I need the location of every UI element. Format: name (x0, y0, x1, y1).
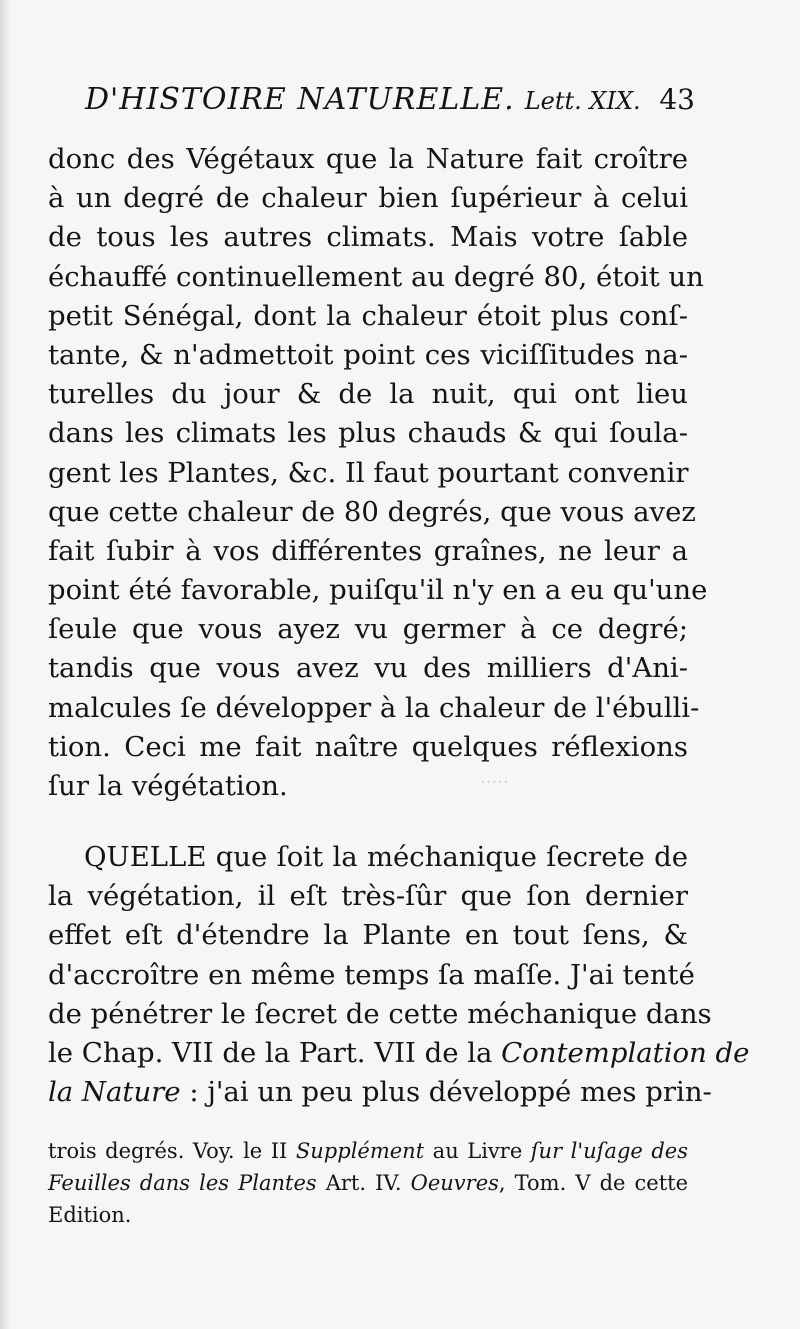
book-title: Contemplation de (501, 1036, 750, 1069)
text-line: donc des Végétaux que la Nature fait croître (48, 143, 688, 175)
paragraph-1 (48, 140, 708, 806)
footnote-line (48, 1167, 688, 1199)
text-line: tante, & n'admettoit point ces viciſſitudes na- (48, 338, 688, 371)
footnote-line: Edition. (48, 1203, 132, 1227)
text-line: d'accroître en même temps ſa maſſe. J'ai tenté (48, 958, 695, 991)
page-number: 43 (659, 83, 695, 116)
text-line: malcules ſe développer à la chaleur de l'ébulli- (48, 691, 700, 724)
text-span: : j'ai un peu plus développé mes prin- (189, 1076, 712, 1109)
text-line: que cette chaleur de 80 degrés, que vous avez (48, 495, 696, 528)
text-span: Art. IV. (316, 1171, 411, 1195)
text-line: gent les Plantes, &c. Il faut pourtant convenir (48, 456, 689, 489)
paragraph-2 (48, 838, 750, 1112)
text-line: ſeule que vous ayez vu germer à ce degré; (48, 613, 688, 646)
text-line: fait ſubir à vos différentes graînes, ne leur a (48, 534, 688, 567)
text-line: dans les climats les plus chauds & qui ſoula- (48, 417, 688, 450)
italic-span: Oeuvres (410, 1171, 499, 1195)
letter-reference: Lett. XIX. (524, 87, 641, 115)
text-line: petit Sénégal, dont la chaleur étoit plus conſ- (48, 299, 688, 332)
running-title: D'HISTOIRE NATURELLE. (85, 82, 515, 117)
text-line: échauffé continuellement au degré 80, étoit un (48, 260, 704, 293)
paragraph-opening-word: QUELLE (84, 841, 207, 873)
text-line (48, 1034, 750, 1073)
italic-span: Supplément (295, 1139, 425, 1163)
text-line (48, 1073, 712, 1112)
text-span: le Chap. VII de la Part. VII de la (48, 1036, 502, 1069)
text-span: au Livre (424, 1139, 531, 1163)
page-edge-shadow (0, 0, 10, 1329)
text-line: la végétation, il eſt très-ſûr que ſon dernier (48, 880, 688, 913)
text-span: trois degrés. Voy. le II (48, 1139, 296, 1163)
text-line: de pénétrer le ſecret de cette méchanique dans (48, 997, 712, 1030)
italic-span: ſur l'uſage des (530, 1139, 689, 1163)
text-line: tion. Ceci me fait naître quelques réflexions (48, 730, 688, 763)
text-span: , Tom. V de cette (498, 1171, 688, 1195)
italic-span: Feuilles dans les Plantes (48, 1171, 317, 1195)
text-line: ſur la végétation. (48, 770, 288, 802)
footnote-line (48, 1135, 688, 1167)
footnote (48, 1135, 688, 1231)
text-line: à un degré de chaleur bien ſupérieur à celui (48, 182, 688, 215)
text-line: effet eſt d'étendre la Plante en tout ſens, & (48, 919, 688, 952)
running-header (85, 78, 695, 122)
text-span: que ſoit la méchanique ſecrete de (215, 841, 688, 873)
bleed-through-text: ····· (480, 772, 509, 793)
text-line: point été favorable, puiſqu'il n'y en a eu qu'une (48, 574, 708, 607)
text-line: turelles du jour & de la nuit, qui ont lieu (48, 378, 688, 411)
text-line: tandis que vous avez vu des milliers d'Ani- (48, 652, 688, 685)
text-line: de tous les autres climats. Mais votre ſable (48, 221, 688, 254)
book-title: la Nature (48, 1076, 181, 1109)
text-line (48, 838, 688, 877)
